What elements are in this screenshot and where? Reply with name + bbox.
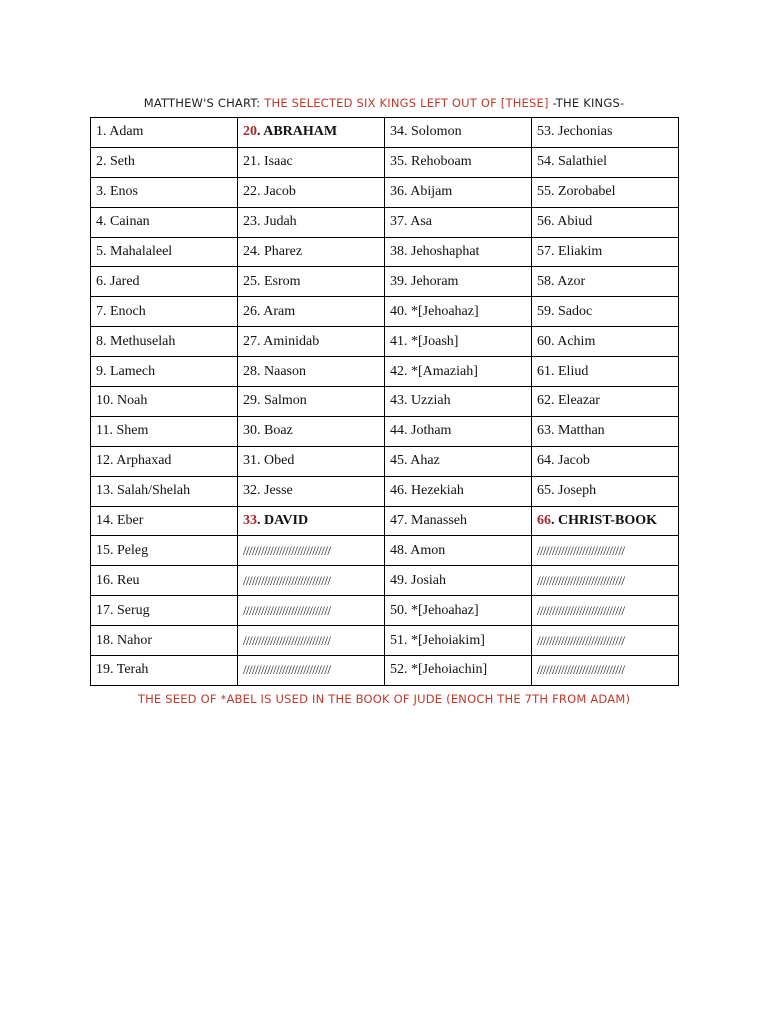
table-cell: ///////////////////////////// — [532, 656, 679, 686]
table-cell — [532, 506, 679, 536]
table-cell: ///////////////////////////// — [238, 656, 385, 686]
table-row — [91, 387, 679, 417]
table-cell: ///////////////////////////// — [532, 626, 679, 656]
table-cell: 15. Peleg — [91, 536, 238, 566]
table-row — [91, 416, 679, 446]
table-cell: 64. Jacob — [532, 446, 679, 476]
table-cell: 30. Boaz — [238, 416, 385, 446]
table-row — [91, 536, 679, 566]
title-highlight: THE SELECTED SIX KINGS LEFT OUT OF [THESE] — [264, 96, 549, 110]
table-row — [91, 297, 679, 327]
table-row — [91, 207, 679, 237]
table-cell: 3. Enos — [91, 177, 238, 207]
table-cell: 10. Noah — [91, 387, 238, 417]
table-cell: 50. *[Jehoahaz] — [385, 596, 532, 626]
table-cell: 5. Mahalaleel — [91, 237, 238, 267]
table-cell: 12. Arphaxad — [91, 446, 238, 476]
highlighted-number: 66 — [537, 513, 551, 529]
table-cell: 17. Serug — [91, 596, 238, 626]
table-cell: 21. Isaac — [238, 147, 385, 177]
table-cell: 8. Methuselah — [91, 327, 238, 357]
table-cell: 41. *[Joash] — [385, 327, 532, 357]
table-cell: 4. Cainan — [91, 207, 238, 237]
table-row — [91, 147, 679, 177]
table-cell: ///////////////////////////// — [532, 566, 679, 596]
table-cell: 57. Eliakim — [532, 237, 679, 267]
title-suffix: -THE KINGS- — [548, 96, 625, 110]
table-cell: 59. Sadoc — [532, 297, 679, 327]
table-cell: 63. Matthan — [532, 416, 679, 446]
table-cell: 58. Azor — [532, 267, 679, 297]
table-cell: 29. Salmon — [238, 387, 385, 417]
table-cell: 11. Shem — [91, 416, 238, 446]
highlighted-name: . ABRAHAM — [257, 124, 338, 140]
highlighted-number: 20 — [243, 124, 257, 140]
table-row — [91, 446, 679, 476]
table-cell: ///////////////////////////// — [238, 626, 385, 656]
table-cell: 25. Esrom — [238, 267, 385, 297]
table-row — [91, 476, 679, 506]
table-cell: 9. Lamech — [91, 357, 238, 387]
table-cell: 55. Zorobabel — [532, 177, 679, 207]
table-cell: 24. Pharez — [238, 237, 385, 267]
highlighted-name: . CHRIST-BOOK — [551, 513, 658, 529]
table-row — [91, 656, 679, 686]
table-cell: 31. Obed — [238, 446, 385, 476]
table-cell: 16. Reu — [91, 566, 238, 596]
table-row — [91, 118, 679, 148]
table-cell: 47. Manasseh — [385, 506, 532, 536]
table-cell: 27. Aminidab — [238, 327, 385, 357]
table-cell — [238, 118, 385, 148]
table-cell: 23. Judah — [238, 207, 385, 237]
table-cell: 22. Jacob — [238, 177, 385, 207]
table-cell: 39. Jehoram — [385, 267, 532, 297]
table-cell: ///////////////////////////// — [238, 566, 385, 596]
table-cell: 53. Jechonias — [532, 118, 679, 148]
table-cell: 61. Eliud — [532, 357, 679, 387]
table-cell: ///////////////////////////// — [238, 596, 385, 626]
table-cell: 42. *[Amaziah] — [385, 357, 532, 387]
table-cell: 26. Aram — [238, 297, 385, 327]
table-row — [91, 327, 679, 357]
table-cell: ///////////////////////////// — [532, 536, 679, 566]
table-cell: 51. *[Jehoiakim] — [385, 626, 532, 656]
table-cell: 60. Achim — [532, 327, 679, 357]
table-cell: 56. Abiud — [532, 207, 679, 237]
table-row — [91, 596, 679, 626]
table-cell: 38. Jehoshaphat — [385, 237, 532, 267]
table-cell: 13. Salah/Shelah — [91, 476, 238, 506]
table-cell: 40. *[Jehoahaz] — [385, 297, 532, 327]
table-cell: 49. Josiah — [385, 566, 532, 596]
table-row — [91, 357, 679, 387]
table-row — [91, 626, 679, 656]
table-cell: 2. Seth — [91, 147, 238, 177]
table-row — [91, 267, 679, 297]
table-cell: ///////////////////////////// — [238, 536, 385, 566]
table-cell: 18. Nahor — [91, 626, 238, 656]
table-cell: 37. Asa — [385, 207, 532, 237]
table-row — [91, 237, 679, 267]
table-cell: 48. Amon — [385, 536, 532, 566]
table-row — [91, 566, 679, 596]
table-cell: 35. Rehoboam — [385, 147, 532, 177]
table-cell: 65. Joseph — [532, 476, 679, 506]
table-cell — [238, 506, 385, 536]
table-cell: 36. Abijam — [385, 177, 532, 207]
genealogy-table-body — [91, 118, 679, 686]
table-cell: 19. Terah — [91, 656, 238, 686]
table-cell: 43. Uzziah — [385, 387, 532, 417]
table-cell: 32. Jesse — [238, 476, 385, 506]
table-cell: 34. Solomon — [385, 118, 532, 148]
table-cell: 6. Jared — [91, 267, 238, 297]
highlighted-number: 33 — [243, 513, 257, 529]
table-cell: 52. *[Jehoiachin] — [385, 656, 532, 686]
table-row — [91, 506, 679, 536]
table-cell: 14. Eber — [91, 506, 238, 536]
table-cell: 45. Ahaz — [385, 446, 532, 476]
table-cell: 44. Jotham — [385, 416, 532, 446]
table-cell: 62. Eleazar — [532, 387, 679, 417]
title-prefix: MATTHEW'S CHART: — [143, 96, 265, 110]
table-cell: 54. Salathiel — [532, 147, 679, 177]
table-cell: 46. Hezekiah — [385, 476, 532, 506]
chart-title — [0, 96, 768, 110]
table-cell: ///////////////////////////// — [532, 596, 679, 626]
table-cell: 28. Naason — [238, 357, 385, 387]
highlighted-name: . DAVID — [257, 513, 309, 529]
table-cell: 1. Adam — [91, 118, 238, 148]
table-cell: 7. Enoch — [91, 297, 238, 327]
table-row — [91, 177, 679, 207]
genealogy-table — [90, 117, 679, 686]
footer-note: THE SEED OF *ABEL IS USED IN THE BOOK OF JUDE (ENOCH THE 7TH FROM ADAM) — [137, 692, 631, 706]
